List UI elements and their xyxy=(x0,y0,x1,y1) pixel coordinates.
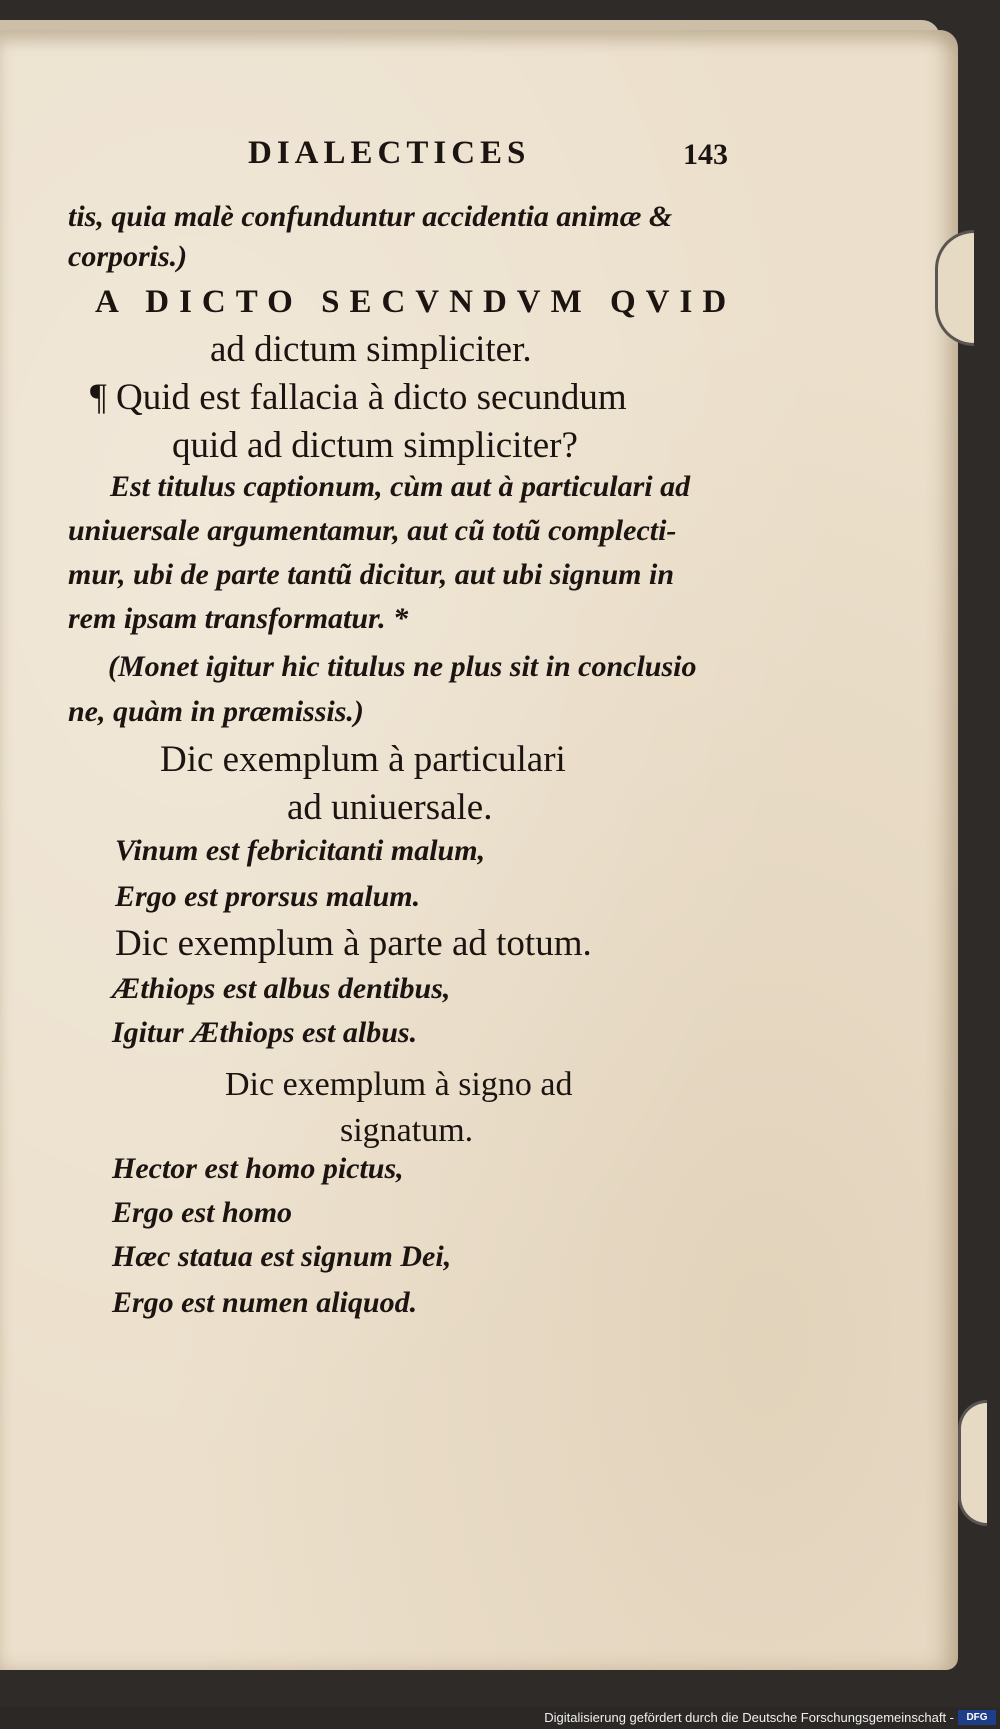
example-line: Vinum est febricitanti malum, xyxy=(115,834,486,867)
text-line: uniuersale argumentamur, aut cũ totũ complecti- xyxy=(68,514,677,547)
folio-number: 143 xyxy=(683,138,728,171)
example-line: Hæc statua est signum Dei, xyxy=(112,1240,452,1273)
example-line: Hector est homo pictus, xyxy=(112,1152,404,1185)
text-line: Est titulus captionum, cùm aut à particulari ad xyxy=(110,470,691,503)
text-line: (Monet igitur hic titulus ne plus sit in conclusio xyxy=(108,650,697,683)
example-line: Ergo est numen aliquod. xyxy=(112,1286,418,1319)
dfg-logo: DFG xyxy=(958,1710,996,1725)
example-heading: Dic exemplum à particulari xyxy=(160,739,566,780)
question-line: quid ad dictum simpliciter? xyxy=(172,425,578,466)
section-heading-cont: ad dictum simpliciter. xyxy=(210,329,532,370)
page-clip-top xyxy=(935,230,974,346)
example-line: Ergo est prorsus malum. xyxy=(115,880,421,913)
text-line: rem ipsam transformatur. * xyxy=(68,602,409,635)
text-line: tis, quia malè confunduntur accidentia animæ & xyxy=(68,200,673,233)
example-heading: Dic exemplum à signo ad xyxy=(225,1066,573,1103)
example-heading-cont: signatum. xyxy=(340,1112,474,1149)
example-heading-cont: ad uniuersale. xyxy=(287,787,493,828)
text-line: mur, ubi de parte tantũ dicitur, aut ubi signum in xyxy=(68,558,675,591)
example-heading: Dic exemplum à parte ad totum. xyxy=(115,923,592,964)
footer-credit: Digitalisierung gefördert durch die Deutsche Forschungsgemeinschaft - xyxy=(544,1710,954,1725)
section-heading: A DICTO SECVNDVM QVID xyxy=(95,284,737,320)
example-line: Igitur Æthiops est albus. xyxy=(112,1016,418,1049)
running-head: DIALECTICES xyxy=(248,135,531,171)
text-line: ne, quàm in præmissis.) xyxy=(68,695,364,728)
question-line: ¶ Quid est fallacia à dicto secundum xyxy=(90,377,627,418)
example-line: Ergo est homo xyxy=(112,1196,293,1229)
page-clip-bottom xyxy=(958,1400,987,1526)
text-line: corporis.) xyxy=(68,240,188,273)
example-line: Æthiops est albus dentibus, xyxy=(112,972,451,1005)
digitization-footer xyxy=(0,1707,1000,1729)
